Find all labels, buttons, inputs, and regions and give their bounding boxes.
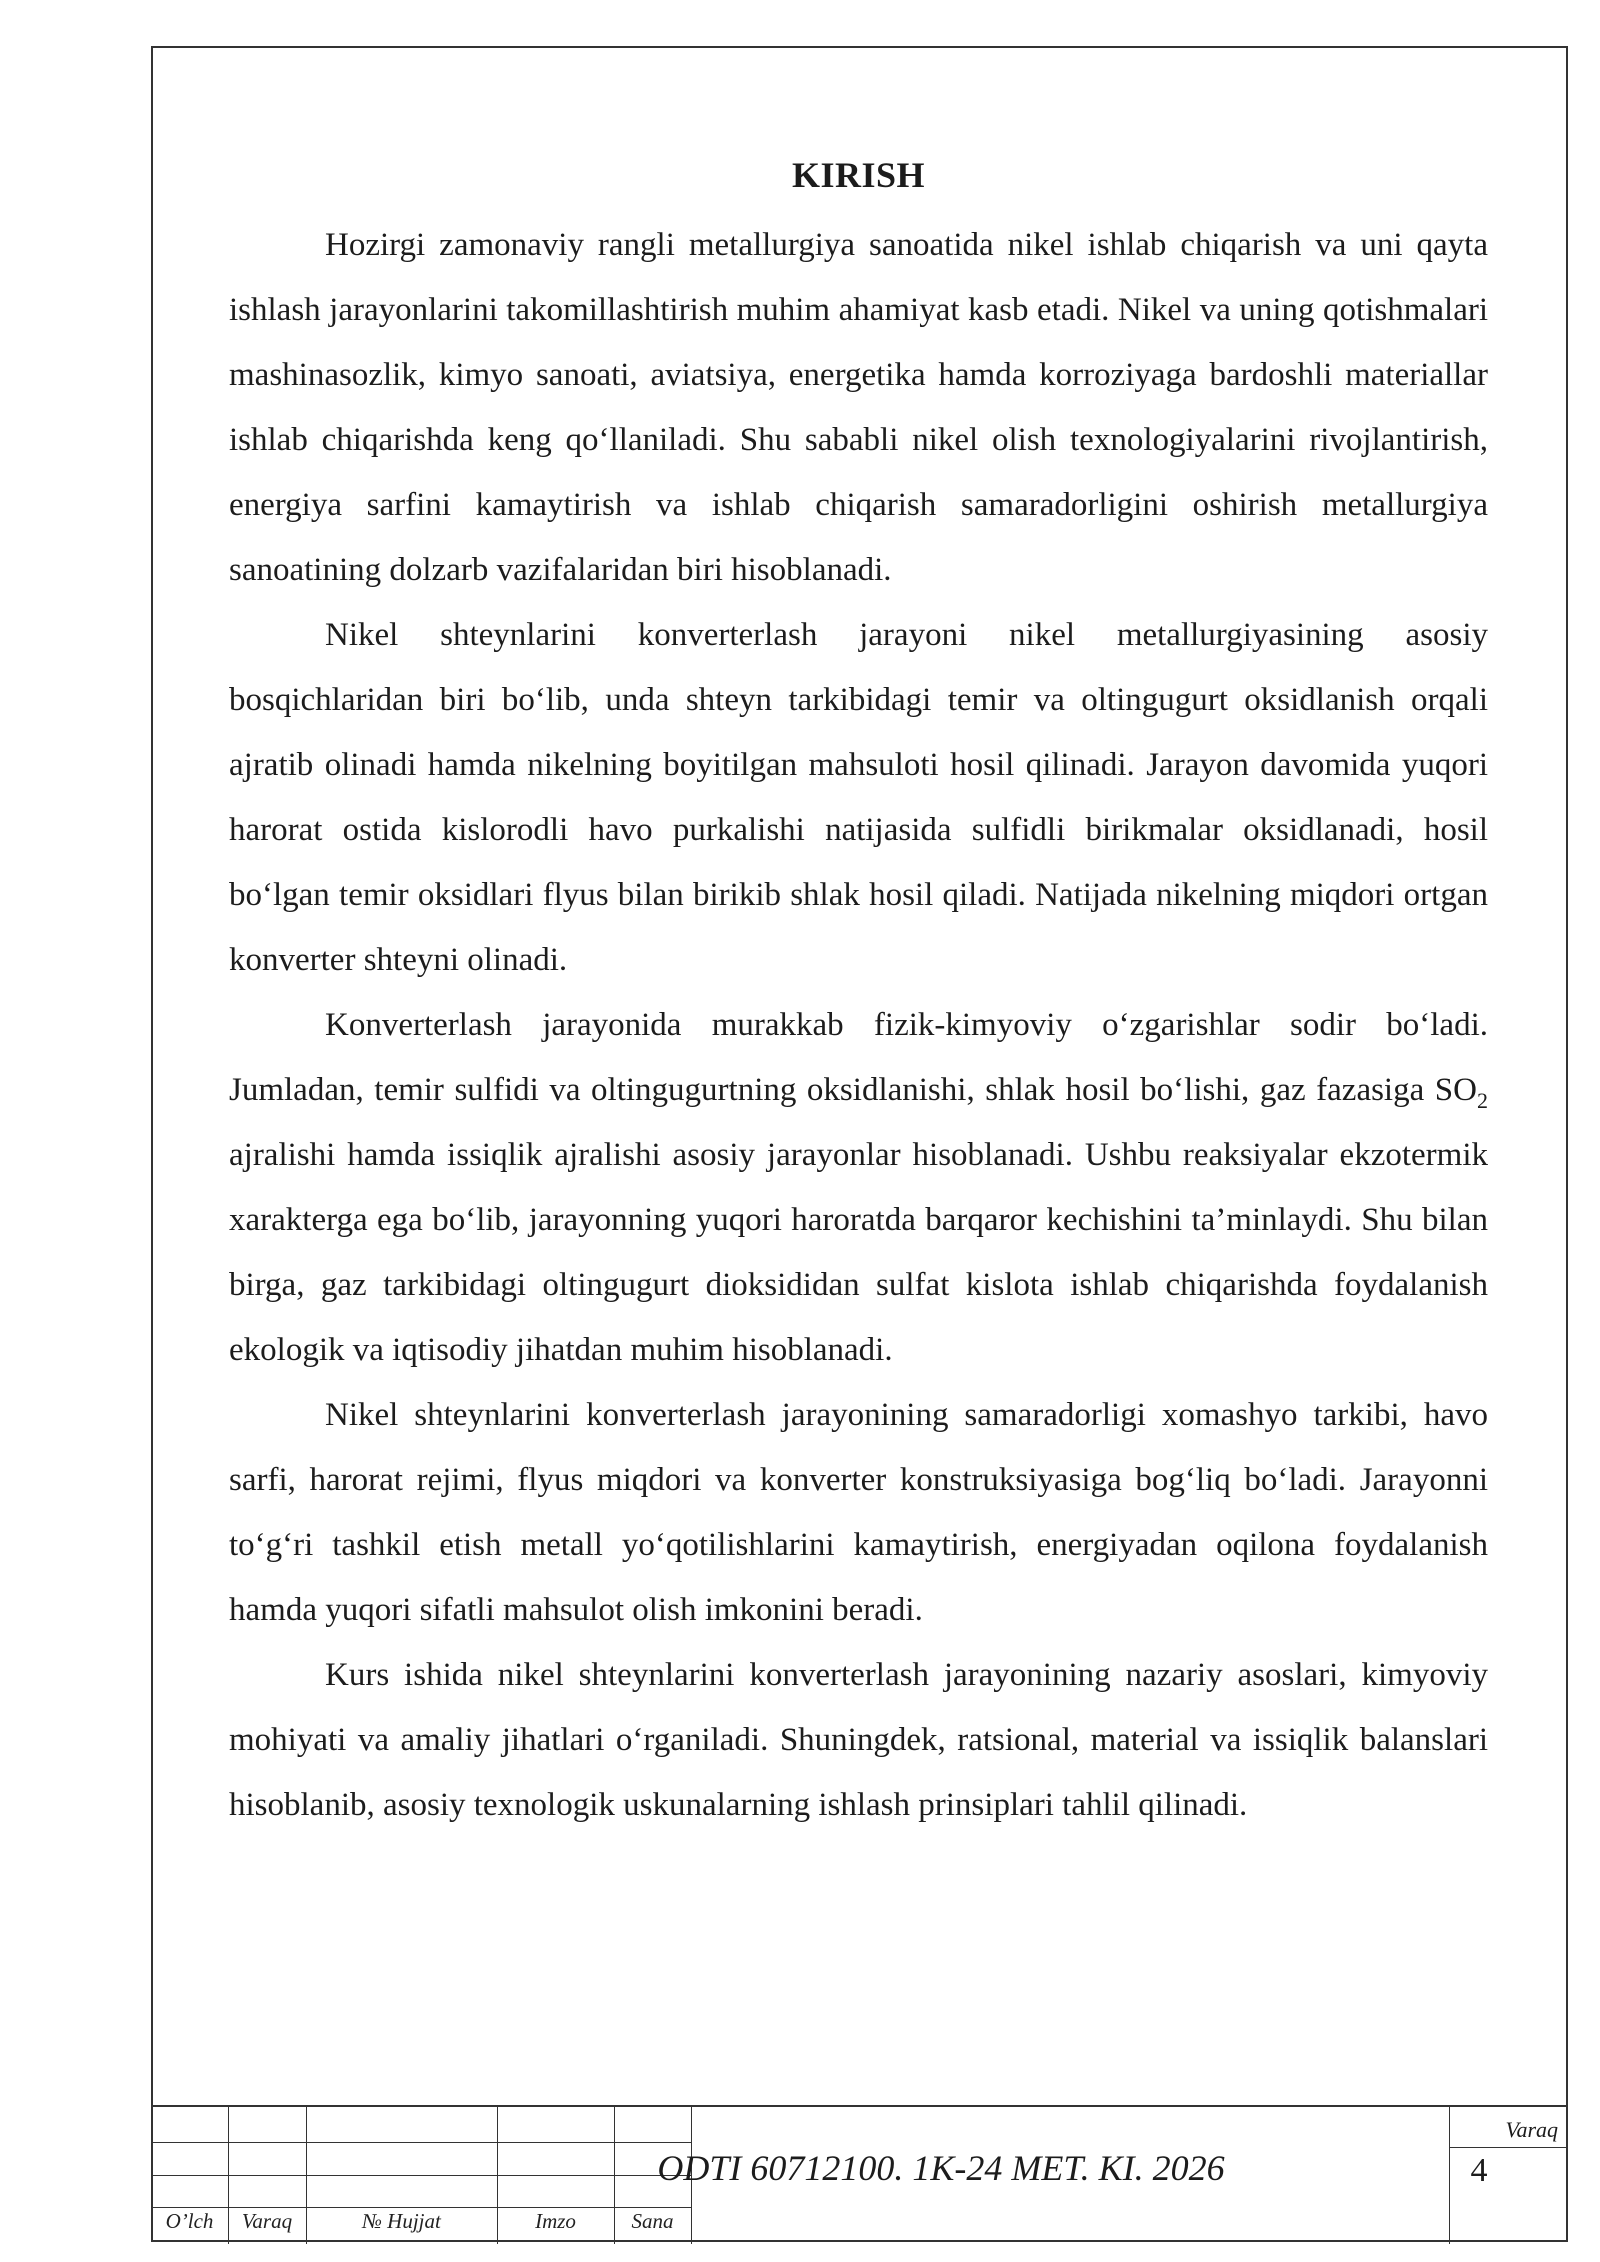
paragraph-5: Kurs ishida nikel shteynlarini konverterlash jarayonining nazariy asoslari, kimyoviy mohiyati va amaliy jihatlari o‘rganiladi. Shuningdek, ratsional, material va issiqlik balanslari hisoblanib, asosiy texnologik uskunalarning ishlash prinsiplari tahlil qilinadi. — [229, 1657, 1488, 1823]
section-heading: KIRISH — [791, 155, 926, 195]
paragraph-3 — [229, 993, 1488, 1383]
title-block — [151, 2105, 1568, 2242]
col-label-varaq: Varaq — [241, 2209, 293, 2233]
col-label-olch: O’lch — [165, 2209, 214, 2233]
paragraph-3-after: ajralishi hamda issiqlik ajralishi asosiy jarayonlar hisoblanadi. Ushbu reaksiyalar ekzotermik xarakterga ega bo‘lib, jarayonning yuqori haroratda barqaror kechishini ta’minlaydi. Shu bilan birga, gaz tarkibidagi oltingugurt dioksididan sulfat kislota ishlab chiqarishda foydalanish ekologik va iqtisodiy jihatdan muhim hisoblanadi. — [229, 1137, 1488, 1368]
sheet-number: 4 — [1470, 2152, 1488, 2189]
paragraph-3-before: Konverterlash jarayonida murakkab fizik-kimyoviy o‘zgarishlar sodir bo‘ladi. Jumladan, temir sulfidi va oltingugurtning oksidlanishi, shlak hosil bo‘lishi, gaz fazasiga SO — [229, 1007, 1488, 1108]
col-label-imzo: Imzo — [535, 2209, 576, 2233]
col-label-sana: Sana — [631, 2209, 674, 2233]
so2-subscript: 2 — [1477, 1088, 1488, 1113]
document-number: ODTI 60712100. 1K-24 MET. KI. 2026 — [657, 2148, 1225, 2188]
paragraph-1: Hozirgi zamonaviy rangli metallurgiya sanoatida nikel ishlab chiqarish va uni qayta ishlash jarayonlarini takomillashtirish muhim ahamiyat kasb etadi. Nikel va uning qotishmalari mashinasozlik, kimyo sanoati, aviatsiya, energetika hamda korroziyaga bardoshli materiallar ishlab chiqarishda keng qo‘llaniladi. Shu sababli nikel olish texnologiyalarini rivojlantirish, energiya sarfini kamaytirish va ishlab chiqarish samaradorligini oshirish metallurgiya sanoatining dolzarb vazifalaridan biri hisoblanadi. — [229, 227, 1488, 588]
col-label-hujjat: № Hujjat — [362, 2209, 441, 2233]
sheet-label: Varaq — [1505, 2117, 1558, 2142]
document-body — [229, 145, 1488, 1838]
paragraph-4: Nikel shteynlarini konverterlash jarayonining samaradorligi xomashyo tarkibi, havo sarfi, harorat rejimi, flyus miqdori va konverter konstruksiyasiga bog‘liq bo‘ladi. Jarayonni to‘g‘ri tashkil etish metall yo‘qotilishlarini kamaytirish, energiyadan oqilona foydalanish hamda yuqori sifatli mahsulot olish imkonini beradi. — [229, 1397, 1488, 1628]
paragraph-2: Nikel shteynlarini konverterlash jarayoni nikel metallurgiyasining asosiy bosqichlaridan biri bo‘lib, unda shteyn tarkibidagi temir va oltingugurt oksidlanish orqali ajratib olinadi hamda nikelning boyitilgan mahsuloti hosil qilinadi. Jarayon davomida yuqori harorat ostida kislorodli havo purkalishi natijasida sulfidli birikmalar oksidlanadi, hosil bo‘lgan temir oksidlari flyus bilan birikib shlak hosil qiladi. Natijada nikelning miqdori ortgan konverter shteyni olinadi. — [229, 617, 1488, 978]
